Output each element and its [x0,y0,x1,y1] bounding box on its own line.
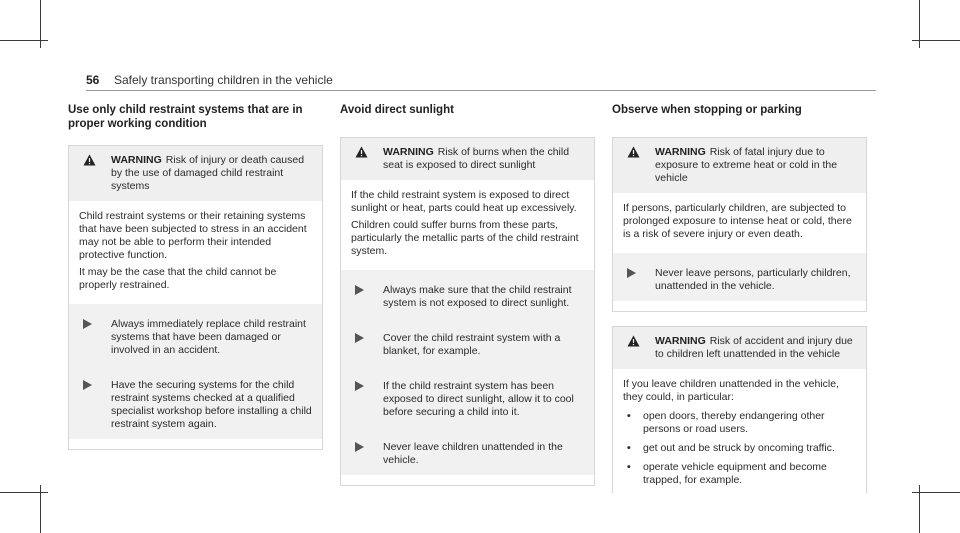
warning-text: Risk of burns when the child seat is exposed to direct sunlight [383,146,570,171]
arrow-right-icon [79,318,111,357]
crop-mark [912,492,960,493]
page-number: 56 [86,73,100,87]
list-item-text: open doors, thereby endangering other persons or road users. [643,410,825,435]
column-child-restraint [68,103,323,450]
bullet-icon: • [627,461,631,473]
warning-text: Risk of injury or death caused by the use of damaged child restraint systems [111,154,305,192]
warning-body [69,201,322,449]
page-title: Safely transporting children in the vehicle [114,73,333,87]
list-item-text: get out and be struck by oncoming traffic. [643,442,835,454]
warning-box [68,145,323,450]
section-heading: Use only child restraint systems that are in proper working condition [68,104,303,130]
crop-mark [0,492,48,493]
warning-header [613,138,866,193]
column-direct-sunlight [340,103,595,486]
action-step [351,439,584,475]
warning-label: WARNING [111,154,162,166]
arrow-right-icon [351,441,383,467]
warning-header [69,146,322,201]
arrow-right-icon [351,284,383,310]
section-heading: Avoid direct sunlight [340,104,454,116]
action-steps [341,270,594,475]
action-step [351,378,584,427]
warning-triangle-icon [623,146,655,185]
action-step [79,377,312,439]
step-text: Always make sure that the child restraint system is not exposed to direct sunlight. [383,284,572,309]
step-text: Have the securing systems for the child restraint systems checked at a qualified specialist workshop before installing a child restraint system again. [111,379,312,430]
warning-body [613,193,866,311]
paragraph: If you leave children unattended in the vehicle, they could, in particular: [623,378,839,403]
paragraph: It may be the case that the child cannot be properly restrained. [79,266,277,291]
section-heading: Observe when stopping or parking [612,104,802,116]
warning-text: Risk of fatal injury due to exposure to extreme heat or cold in the vehicle [655,146,838,184]
bullet-icon: • [627,410,631,422]
header-divider [86,90,876,91]
warning-body [613,369,866,493]
arrow-right-icon [623,267,655,293]
paragraph: Child restraint systems or their retaining systems that have been subjected to stress in an accident may not be able to perform their intended protective function. [79,210,307,261]
action-steps [69,304,322,439]
step-text: Always immediately replace child restraint systems that have been damaged or involved in an accident. [111,318,306,356]
warning-box [340,137,595,486]
warning-text: Risk of accident and injury due to children left unattended in the vehicle [655,335,853,360]
warning-box [612,137,867,312]
step-text: If the child restraint system has been exposed to direct sunlight, allow it to cool before securing a child into it. [383,380,574,418]
warning-box [612,326,867,493]
warning-triangle-icon [623,335,655,361]
paragraph: If the child restraint system is exposed to direct sunlight or heat, parts could heat up excessively. [351,189,577,214]
action-step [351,330,584,366]
warning-triangle-icon [351,146,383,172]
crop-mark [912,40,960,41]
step-text: Never leave persons, particularly children, unattended in the vehicle. [655,267,851,292]
step-text: Cover the child restraint system with a blanket, for example. [383,332,561,357]
action-step [351,282,584,318]
warning-label: WARNING [655,146,706,158]
warning-header [341,138,594,180]
paragraph: Children could suffer burns from these parts, particularly the metallic parts of the child restraint system. [351,219,579,257]
arrow-right-icon [351,332,383,358]
paragraph: If persons, particularly children, are subjected to prolonged exposure to intense heat or cold, there is a risk of severe injury or even death. [623,202,852,240]
action-steps [613,253,866,301]
crop-mark [0,40,48,41]
list-item [623,440,856,459]
warning-body [341,180,594,485]
bullet-icon: • [627,442,631,454]
arrow-right-icon [351,380,383,419]
warning-label: WARNING [383,146,434,158]
action-step [623,265,856,301]
warning-triangle-icon [79,154,111,193]
warning-header [613,327,866,369]
column-stopping-parking [612,103,867,493]
action-step [79,316,312,365]
list-item [623,459,856,491]
warning-label: WARNING [655,335,706,347]
list-item-text: operate vehicle equipment and become trapped, for example. [643,461,827,486]
arrow-right-icon [79,379,111,431]
step-text: Never leave children unattended in the vehicle. [383,441,563,466]
list-item [623,408,856,440]
